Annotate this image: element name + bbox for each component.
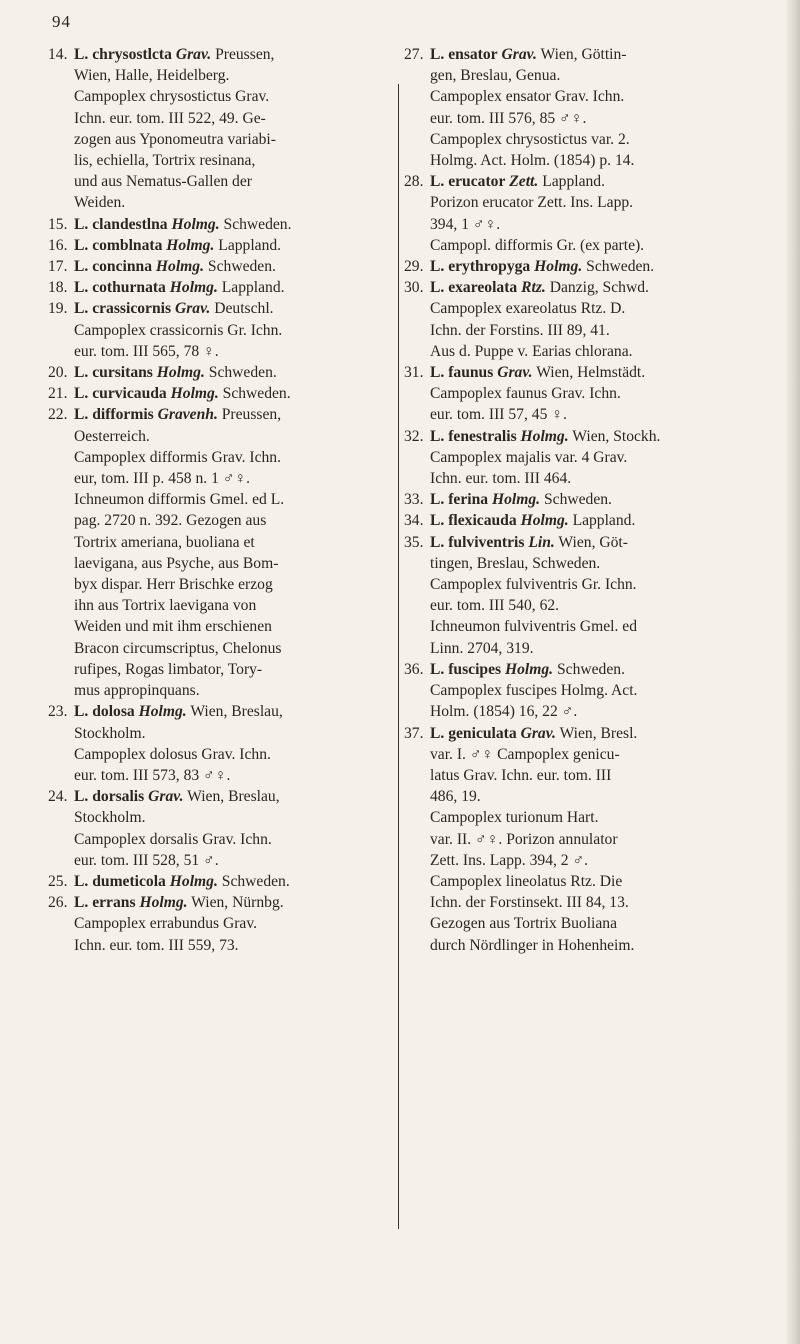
entry-text-line: Ichn. der Forstinsekt. III 84, 13. (430, 894, 629, 912)
entry-text-line: eur. tom. III 540, 62. (430, 597, 560, 615)
entry-text-line: Campoplex fulviventris Gr. Ichn. (430, 576, 637, 594)
entry-number: 26. (48, 894, 68, 912)
entry-number: 14. (48, 46, 68, 63)
entry-heading (48, 404, 394, 425)
species-name: crassicornis (92, 300, 172, 318)
entry-text-line: eur. tom. III 565, 78 ♀. (74, 342, 219, 360)
species-name: fuscipes (448, 660, 502, 678)
species-author: Gravenh. (157, 406, 218, 424)
entry-heading (404, 426, 750, 447)
entry-text-line: Porizon erucator Zett. Ins. Lapp. (430, 194, 634, 212)
species-name: fulviventris (448, 533, 525, 551)
species-name: difformis (92, 406, 154, 424)
distribution-text: Lappland. (542, 173, 605, 191)
entry-text-line: var. I. ♂♀ Campoplex genicu- (430, 745, 620, 763)
entry-text-line: ihn aus Tortrix laevigana von (74, 597, 257, 615)
entry-text-line: Campoplex exareolatus Rtz. D. (430, 300, 626, 318)
entry-number: 29. (404, 258, 424, 276)
distribution-text: Schweden. (556, 660, 625, 678)
entry-heading (404, 256, 750, 277)
genus-abbrev: L. (74, 703, 89, 721)
entry-heading (404, 171, 750, 192)
entry-text-line: Campoplex fuscipes Holmg. Act. (430, 682, 638, 700)
genus-abbrev: L. (74, 258, 89, 276)
species-entry (404, 489, 750, 510)
species-author: Holmg. (166, 236, 215, 254)
entry-text-line: eur. tom. III 576, 85 ♂♀. (430, 109, 587, 127)
entry-text-line: zogen aus Yponomeutra variabi- (74, 130, 276, 148)
entry-number: 17. (48, 258, 68, 276)
genus-abbrev: L. (430, 491, 445, 509)
genus-abbrev: L. (74, 385, 89, 403)
species-entry (48, 256, 394, 277)
species-name: dolosa (92, 703, 135, 721)
species-name: errans (92, 894, 136, 912)
species-author: Grav. (175, 46, 212, 63)
entry-text-line: Ichneumon difformis Gmel. ed L. (74, 491, 285, 509)
genus-abbrev: L. (74, 406, 89, 424)
species-author: Holmg. (171, 215, 220, 233)
genus-abbrev: L. (74, 788, 89, 806)
entry-number: 18. (48, 279, 68, 297)
distribution-text: Schweden. (221, 872, 290, 890)
entry-number: 19. (48, 300, 68, 318)
species-author: Holmg. (155, 258, 205, 276)
genus-abbrev: L. (74, 215, 89, 233)
entry-heading (48, 298, 394, 319)
column-divider (398, 84, 399, 1229)
entry-number: 20. (48, 364, 68, 382)
distribution-text: Wien, Breslau, (187, 788, 280, 806)
entry-text-line: Weiden und mit ihm erschienen (74, 618, 272, 636)
species-entry (48, 298, 394, 362)
species-author: Holmg. (138, 703, 187, 721)
entry-number: 23. (48, 703, 68, 721)
distribution-text: Lappland. (221, 279, 285, 297)
species-entry (48, 277, 394, 298)
species-name: concinna (92, 258, 153, 276)
entry-text-line: Campoplex crassicornis Gr. Ichn. (74, 321, 283, 339)
entry-text-line: gen, Breslau, Genua. (430, 67, 561, 85)
entry-text-line: Campoplex lineolatus Rtz. Die (430, 872, 623, 890)
page-edge-shadow (786, 0, 800, 1344)
page-number: 94 (52, 12, 71, 31)
entry-text-line: Holmg. Act. Holm. (1854) p. 14. (430, 152, 635, 170)
species-name: faunus (448, 364, 494, 382)
entry-number: 32. (404, 427, 424, 445)
distribution-text: Lappland. (572, 512, 636, 530)
species-entry (48, 362, 394, 383)
entry-number: 24. (48, 788, 68, 806)
entry-text-line: lis, echiella, Tortrix resinana, (74, 152, 256, 170)
entry-text-line: byx dispar. Herr Brischke erzog (74, 576, 273, 594)
entry-heading (404, 277, 750, 298)
entry-heading (48, 701, 394, 722)
entry-text-line: Ichn. eur. tom. III 464. (430, 470, 572, 488)
species-author: Holmg. (139, 894, 188, 912)
distribution-text: Preussen, (221, 406, 282, 424)
species-name: clandestlna (92, 215, 168, 233)
entry-heading (48, 383, 394, 404)
distribution-text: Wien, Göt- (558, 533, 628, 551)
distribution-text: Schweden. (208, 364, 277, 382)
entry-text-line: Linn. 2704, 319. (430, 639, 534, 657)
entry-text-line: durch Nördlinger in Hohenheim. (430, 936, 635, 954)
entry-number: 25. (48, 872, 68, 890)
entry-text-line: Stockholm. (74, 724, 146, 742)
entry-heading (404, 44, 750, 65)
distribution-text: Lappland. (218, 236, 282, 254)
genus-abbrev: L. (74, 279, 89, 297)
genus-abbrev: L. (74, 894, 89, 912)
species-entry (404, 44, 750, 171)
entry-number: 35. (404, 533, 424, 551)
entry-text-line: Gezogen aus Tortrix Buoliana (430, 915, 617, 933)
genus-abbrev: L. (430, 512, 445, 530)
entry-text-line: 486, 19. (430, 788, 481, 806)
entry-number: 30. (404, 279, 424, 297)
entry-text-line: eur, tom. III p. 458 n. 1 ♂♀. (74, 470, 251, 488)
entry-number: 15. (48, 215, 68, 233)
entry-text-line: Campoplex dolosus Grav. Ichn. (74, 745, 271, 763)
distribution-text: Wien, Nürnbg. (191, 894, 284, 912)
genus-abbrev: L. (430, 279, 445, 297)
genus-abbrev: L. (74, 364, 89, 382)
entry-text-line: laevigana, aus Psyche, aus Bom- (74, 554, 279, 572)
genus-abbrev: L. (430, 364, 445, 382)
distribution-text: Schweden. (586, 258, 655, 276)
species-entry (48, 214, 394, 235)
species-name: flexicauda (448, 512, 517, 530)
entry-heading (48, 256, 394, 277)
entry-text-line: Campoplex difformis Grav. Ichn. (74, 448, 282, 466)
entry-text-line: latus Grav. Ichn. eur. tom. III (430, 766, 612, 784)
entry-text-line: Weiden. (74, 194, 126, 212)
entry-heading (48, 214, 394, 235)
entry-text-line: pag. 2720 n. 392. Gezogen aus (74, 512, 267, 530)
entry-text-line: Stockholm. (74, 809, 146, 827)
entry-number: 22. (48, 406, 68, 424)
species-author: Holmg. (520, 427, 569, 445)
species-name: erucator (448, 173, 506, 191)
species-entry (48, 786, 394, 871)
species-author: Lin. (528, 533, 555, 551)
species-entry (404, 277, 750, 362)
entry-text-line: Ichneumon fulviventris Gmel. ed (430, 618, 637, 636)
entry-text-line: Ichn. eur. tom. III 522, 49. Ge- (74, 109, 266, 127)
entry-text-line: var. II. ♂♀. Porizon annulator (430, 830, 618, 848)
distribution-text: Wien, Göttin- (540, 46, 627, 63)
species-name: cursitans (92, 364, 153, 382)
entry-heading (48, 892, 394, 913)
species-name: cothurnata (92, 279, 166, 297)
entry-heading (48, 44, 394, 65)
entry-number: 31. (404, 364, 424, 382)
entry-text-line: Campopl. difformis Gr. (ex parte). (430, 236, 645, 254)
species-entry (48, 871, 394, 892)
species-author: Holmg. (169, 872, 218, 890)
entry-number: 27. (404, 46, 424, 63)
species-name: fenestralis (448, 427, 517, 445)
species-author: Grav. (497, 364, 533, 382)
species-author: Holmg. (520, 512, 569, 530)
species-author: Holmg. (491, 491, 541, 509)
entry-heading (48, 277, 394, 298)
species-name: dumeticola (92, 872, 166, 890)
entry-heading (404, 489, 750, 510)
entry-text-line: Ichn. eur. tom. III 559, 73. (74, 936, 239, 954)
entry-text-line: und aus Nematus-Gallen der (74, 173, 252, 191)
species-author: Holmg. (169, 279, 218, 297)
genus-abbrev: L. (430, 533, 445, 551)
genus-abbrev: L. (430, 258, 445, 276)
distribution-text: Danzig, Schwd. (549, 279, 649, 297)
species-entry (48, 235, 394, 256)
distribution-text: Wien, Bresl. (559, 724, 638, 742)
species-author: Grav. (148, 788, 184, 806)
genus-abbrev: L. (430, 724, 445, 742)
genus-abbrev: L. (74, 46, 89, 63)
entry-text-line: Oesterreich. (74, 427, 150, 445)
entry-number: 36. (404, 660, 424, 678)
entry-heading (48, 235, 394, 256)
left-column (48, 44, 394, 956)
entry-heading (48, 362, 394, 383)
species-name: ensator (448, 46, 498, 63)
species-name: dorsalis (92, 788, 145, 806)
entry-number: 16. (48, 236, 68, 254)
genus-abbrev: L. (430, 427, 445, 445)
entry-text-line: Campoplex ensator Grav. Ichn. (430, 88, 625, 106)
genus-abbrev: L. (74, 872, 89, 890)
genus-abbrev: L. (74, 300, 89, 318)
species-entry (48, 404, 394, 701)
species-entry (404, 426, 750, 490)
distribution-text: Deutschl. (214, 300, 274, 318)
entry-number: 34. (404, 512, 424, 530)
entry-text-line: Campoplex errabundus Grav. (74, 915, 258, 933)
entry-text-line: Wien, Halle, Heidelberg. (74, 67, 230, 85)
entry-heading (48, 871, 394, 892)
species-entry (48, 701, 394, 786)
species-author: Grav. (501, 46, 537, 63)
entry-number: 21. (48, 385, 68, 403)
distribution-text: Wien, Breslau, (190, 703, 283, 721)
species-author: Holmg. (170, 385, 219, 403)
species-entry (404, 659, 750, 723)
species-entry (404, 532, 750, 659)
distribution-text: Preussen, (215, 46, 275, 63)
species-entry (404, 510, 750, 531)
species-name: ferina (448, 491, 489, 509)
entry-heading (404, 362, 750, 383)
distribution-text: Schweden. (222, 385, 291, 403)
species-author: Holmg. (534, 258, 583, 276)
entry-text-line: Holm. (1854) 16, 22 ♂. (430, 703, 578, 721)
entry-text-line: eur. tom. III 57, 45 ♀. (430, 406, 567, 424)
species-entry (48, 892, 394, 956)
species-name: erythropyga (448, 258, 531, 276)
species-entry (404, 723, 750, 956)
species-entry (404, 256, 750, 277)
entry-heading (404, 659, 750, 680)
entry-text-line: mus appropinquans. (74, 682, 200, 700)
distribution-text: Wien, Helmstädt. (536, 364, 646, 382)
entry-text-line: Zett. Ins. Lapp. 394, 2 ♂. (430, 851, 589, 869)
entry-text-line: Ichn. der Forstins. III 89, 41. (430, 321, 610, 339)
entry-text-line: Campoplex faunus Grav. Ichn. (430, 385, 621, 403)
entry-heading (48, 786, 394, 807)
distribution-text: Wien, Stockh. (572, 427, 661, 445)
species-author: Rtz. (521, 279, 546, 297)
species-author: Holmg. (504, 660, 554, 678)
entry-heading (404, 532, 750, 553)
distribution-text: Schweden. (223, 215, 292, 233)
species-entry (48, 383, 394, 404)
species-author: Zett. (509, 173, 539, 191)
entry-text-line: Campoplex turionum Hart. (430, 809, 599, 827)
species-name: comblnata (92, 236, 163, 254)
species-name: exareolata (448, 279, 518, 297)
entry-text-line: Campoplex chrysostictus var. 2. (430, 130, 630, 148)
entry-text-line: tingen, Breslau, Schweden. (430, 554, 601, 572)
entry-heading (404, 510, 750, 531)
entry-text-line: Aus d. Puppe v. Earias chlorana. (430, 342, 633, 360)
species-name: curvicauda (92, 385, 167, 403)
genus-abbrev: L. (430, 660, 445, 678)
entry-text-line: Campoplex majalis var. 4 Grav. (430, 448, 628, 466)
entry-text-line: Campoplex chrysostictus Grav. (74, 88, 270, 106)
entry-text-line: Campoplex dorsalis Grav. Ichn. (74, 830, 272, 848)
distribution-text: Schweden. (207, 258, 276, 276)
species-name: geniculata (448, 724, 517, 742)
entry-text-line: 394, 1 ♂♀. (430, 215, 501, 233)
right-column (404, 44, 750, 956)
entry-text-line: Bracon circumscriptus, Chelonus (74, 639, 282, 657)
entry-text-line: eur. tom. III 528, 51 ♂. (74, 851, 219, 869)
genus-abbrev: L. (430, 46, 445, 63)
distribution-text: Schweden. (543, 491, 612, 509)
species-entry (404, 362, 750, 426)
entry-text-line: Tortrix ameriana, buoliana et (74, 533, 255, 551)
entry-text-line: eur. tom. III 573, 83 ♂♀. (74, 766, 231, 784)
entry-number: 28. (404, 173, 424, 191)
genus-abbrev: L. (430, 173, 445, 191)
species-name: chrysostlcta (92, 46, 172, 63)
species-author: Grav. (520, 724, 556, 742)
species-entry (48, 44, 394, 214)
genus-abbrev: L. (74, 236, 89, 254)
species-entry (404, 171, 750, 256)
entry-number: 37. (404, 724, 424, 742)
species-author: Grav. (174, 300, 211, 318)
entry-heading (404, 723, 750, 744)
entry-number: 33. (404, 491, 424, 509)
entry-text-line: rufipes, Rogas limbator, Tory- (74, 660, 263, 678)
species-author: Holmg. (156, 364, 205, 382)
